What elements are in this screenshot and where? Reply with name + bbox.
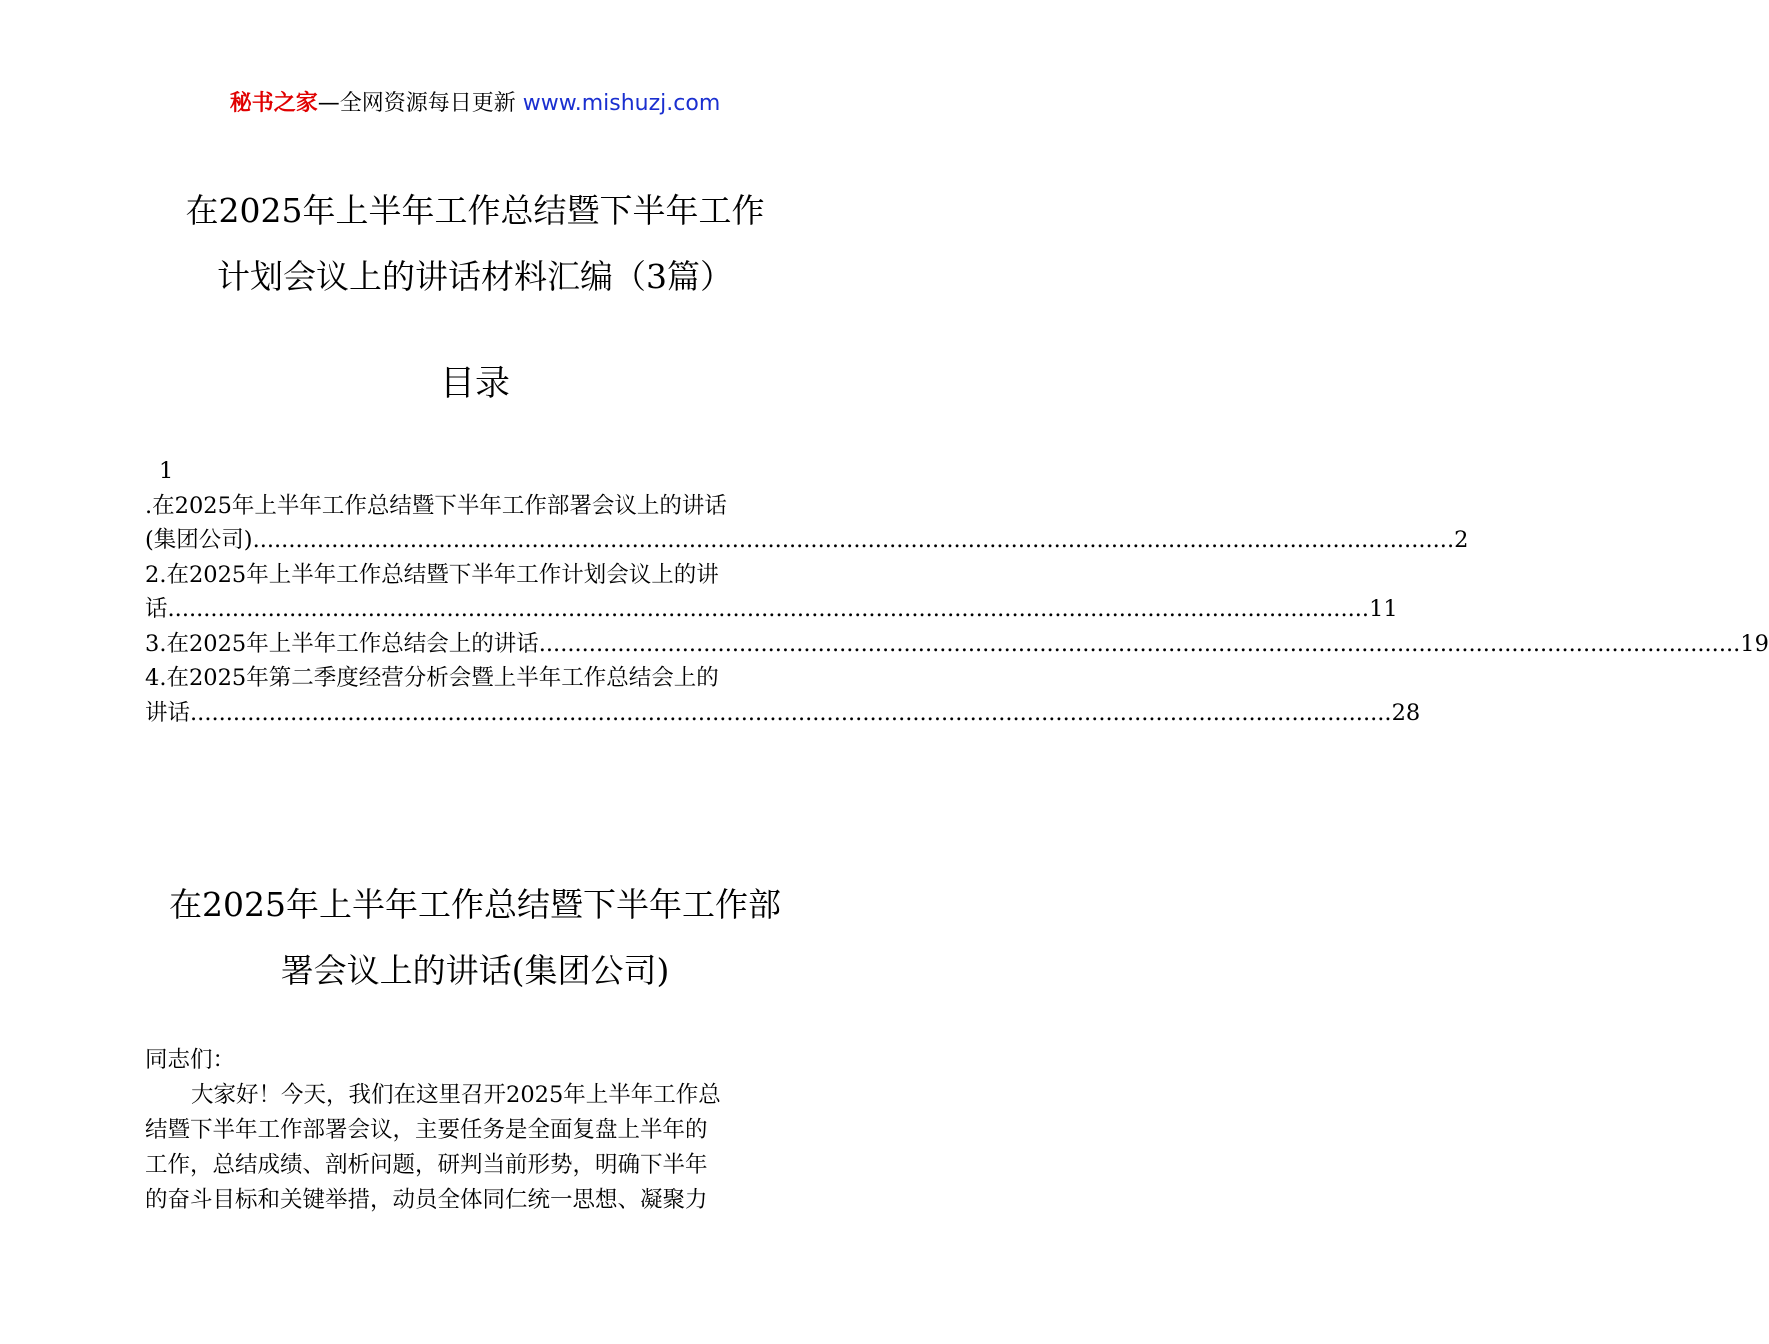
- banner-brand: 秘书之家: [229, 91, 318, 116]
- toc-entry-2-text: 话: [145, 596, 168, 622]
- toc-leader-dots: ........................................................................................................................................................................: [538, 630, 1741, 657]
- toc-entry-4-page: 28: [1391, 699, 1421, 726]
- document-title-line-1: 在2025年上半年工作总结暨下半年工作: [185, 191, 765, 230]
- toc-entry-4-line-1[interactable]: 4.在2025年第二季度经营分析会暨上半年工作总结会上的: [145, 665, 719, 691]
- toc-entry-3-page: 19: [1740, 630, 1769, 657]
- toc-entry-4-line-2[interactable]: [145, 696, 1421, 731]
- toc-entry-2-page: 11: [1369, 596, 1398, 622]
- toc-entry-2-line-1[interactable]: 2.在2025年上半年工作总结暨下半年工作计划会议上的讲: [145, 561, 719, 588]
- toc-entry-1-number: 1: [159, 458, 174, 484]
- toc-entry-1-text: (集团公司): [145, 527, 253, 553]
- toc-leader-dots: ........................................................................................................................................................................: [167, 596, 1370, 622]
- toc-leader-dots: ........................................................................................................................................................................: [252, 527, 1455, 553]
- toc-leader-dots: ........................................................................................................................................................................: [190, 699, 1392, 726]
- paragraph-line-4: 的奋斗目标和关键举措，动员全体同仁统一思想、凝聚力: [145, 1187, 708, 1213]
- toc-heading: 目录: [439, 364, 510, 404]
- toc-entry-1-line-1[interactable]: .在2025年上半年工作总结暨下半年工作部署会议上的讲话: [145, 492, 727, 519]
- toc-entry-2-line-2[interactable]: [145, 592, 1398, 627]
- toc-entry-3-text: 3.在2025年上半年工作总结会上的讲话: [145, 630, 539, 657]
- site-banner: [0, 86, 950, 122]
- section-title-line-2: 署会议上的讲话(集团公司): [280, 951, 670, 990]
- toc-entry-1-page: 2: [1454, 527, 1469, 553]
- toc-entry-4-text: 讲话: [145, 699, 191, 726]
- table-of-contents: [145, 454, 1769, 730]
- salutation: 同志们：: [145, 1047, 236, 1073]
- section-title: [0, 872, 950, 1004]
- paragraph-line-3: 工作，总结成绩、剖析问题，研判当前形势，明确下半年: [145, 1152, 708, 1178]
- document-title-line-2: 计划会议上的讲话材料汇编（3篇）: [217, 257, 733, 296]
- banner-site-link[interactable]: www.mishuzj.com: [522, 91, 721, 116]
- toc-entry-3-line-1[interactable]: [145, 627, 1769, 662]
- paragraph-line-1: 大家好！今天，我们在这里召开2025年上半年工作总: [191, 1082, 721, 1108]
- paragraph-line-2: 结暨下半年工作部署会议，主要任务是全面复盘上半年的: [145, 1117, 708, 1143]
- section-title-line-1: 在2025年上半年工作总结暨下半年工作部: [169, 885, 781, 924]
- document-title: [0, 178, 950, 310]
- toc-entry-1-line-2[interactable]: [145, 523, 1469, 558]
- banner-slogan: —全网资源每日更新: [317, 91, 516, 116]
- speech-body: [145, 1043, 807, 1218]
